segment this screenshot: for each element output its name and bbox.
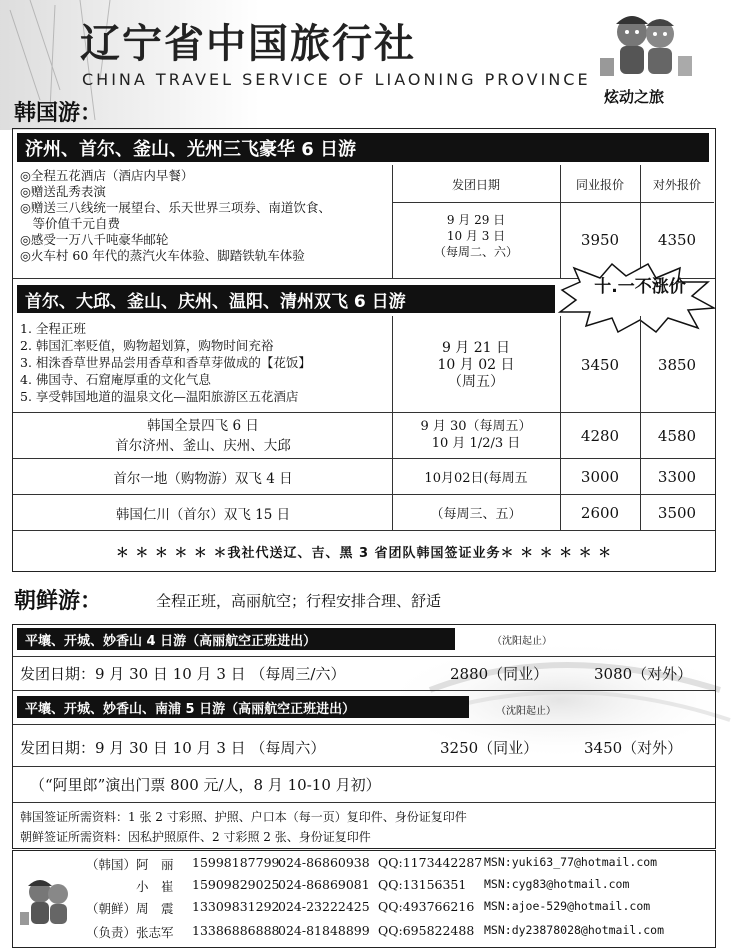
feature-line: 2. 韩国汇率贬值，购物超划算，购物时间充裕 [20, 338, 274, 353]
contact-mobile: 13386886888 [192, 923, 280, 938]
feature-line: ◎赠送三八线统一展望台、乐天世界三项券、南道饮食、 [20, 200, 331, 215]
feature-line: 4. 佛国寺、石窟庵厚重的文化气息 [20, 372, 211, 387]
date-line: 9 月 30（每周五） [420, 419, 532, 434]
contacts-list [86, 855, 716, 945]
col-header-public-price: 对外报价 [652, 177, 701, 192]
contact-region: （负责） [86, 925, 137, 940]
korea-visa-docs: 韩国签证所需资料：1 张 2 寸彩照、护照、户口本（每一页）复印件、身份证复印件 [20, 810, 467, 824]
no-price-increase-badge: 十.一不涨价 [594, 277, 686, 297]
contact-row [86, 899, 716, 923]
slogan: 炫动之旅 [604, 88, 665, 106]
nk-tour2-dates: 发团日期：9 月 30 日 10 月 3 日 （每周六） [20, 739, 326, 757]
divider [13, 690, 715, 691]
contact-name: 小 崔 [136, 879, 174, 894]
korea-tour1-dates [392, 212, 560, 260]
contact-mobile: 15998187799 [192, 855, 280, 870]
nk-tour1-peer-price: 2880（同业） [450, 665, 549, 683]
korea-tour1-peer-price: 3950 [580, 231, 620, 249]
date-line: 9 月 29 日 [446, 213, 506, 227]
korea-row-name: 首尔一地（购物游）双飞 4 日 [113, 470, 293, 487]
nk-tour2-public-price: 3450（对外） [584, 739, 683, 757]
feature-line: 1. 全程正班 [20, 321, 86, 336]
mascot-small-icon [18, 872, 78, 932]
col-header-peer-price: 同业报价 [575, 177, 624, 192]
korea-row-dates: 10月02日(每周五 [424, 471, 528, 486]
korea-row-public-price: 4580 [657, 426, 697, 445]
korea-row-peer-price: 2600 [580, 503, 620, 522]
north-korea-heading: 朝鲜游： [14, 588, 103, 614]
divider [13, 724, 715, 725]
row-name-line: 首尔济州、釜山、庆州、大邱 [115, 438, 291, 454]
nk-tour2-origin: （沈阳起止） [496, 706, 556, 717]
date-line: 10 月 1/2/3 日 [431, 436, 521, 451]
korea-tour2-public-price: 3850 [657, 356, 697, 374]
contact-msn[interactable]: MSN:yuki63_77@hotmail.com [484, 855, 658, 869]
feature-line: 3. 相洙香草世界品尝用香草和香草芽做成的【花饭】 [20, 355, 311, 370]
divider [13, 530, 715, 531]
date-line: 10 月 02 日 [437, 357, 515, 373]
korea-tour2-peer-price: 3450 [580, 356, 620, 374]
contact-phone: 024-86860938 [278, 855, 370, 870]
korea-row-public-price: 3500 [657, 503, 697, 522]
row-name-line: 韩国全景四飞 6 日 [147, 418, 259, 434]
date-line: （每周二、六） [433, 245, 518, 259]
contact-mobile: 13309831292 [192, 899, 280, 914]
divider [13, 802, 715, 803]
north-korea-subtitle: 全程正班，高丽航空；行程安排合理、舒适 [156, 592, 442, 610]
contact-mobile: 15909829025 [192, 877, 280, 892]
korea-heading: 韩国游： [14, 100, 103, 126]
contact-region: （韩国） [86, 857, 137, 872]
nk-tour1-title: 平壤、开城、妙香山 4 日游（高丽航空正班进出） [17, 628, 455, 650]
korea-row-dates: （每周三、五） [430, 507, 522, 522]
korea-tour1-public-price: 4350 [657, 231, 697, 249]
divider [13, 656, 715, 657]
contact-qq: QQ:13156351 [378, 877, 467, 892]
contact-name: 张志军 [136, 925, 174, 940]
contact-msn[interactable]: MSN:dy23878028@hotmail.com [484, 923, 665, 937]
feature-line: ◎感受一万八千吨豪华邮轮 [20, 232, 169, 247]
nk-tour2-peer-price: 3250（同业） [440, 739, 539, 757]
korea-tour2-title: 首尔、大邱、釜山、庆州、温阳、清州双飞 6 日游 [17, 285, 555, 313]
korea-row-name [14, 416, 392, 456]
contact-qq: QQ:695822488 [378, 923, 475, 938]
korea-row-peer-price: 4280 [580, 426, 620, 445]
contact-msn[interactable]: MSN:cyg83@hotmail.com [484, 877, 630, 891]
arirang-ticket-note: （“阿里郎”演出门票 800 元/人，8 月 10-10 月初） [30, 776, 381, 794]
contact-msn[interactable]: MSN:ajoe-529@hotmail.com [484, 899, 651, 913]
date-line: （周五） [448, 374, 504, 390]
contact-name: 周 震 [136, 901, 174, 916]
korea-row-name: 韩国仁川（首尔）双飞 15 日 [115, 506, 291, 523]
contact-region: （朝鲜） [86, 901, 137, 916]
nk-tour1-origin: （沈阳起止） [492, 636, 552, 647]
company-title-english: CHINA TRAVEL SERVICE OF LIAONING PROVINCE [82, 70, 591, 89]
korea-tour2-dates [392, 340, 560, 391]
nk-visa-docs: 朝鲜签证所需资料：因私护照原件、2 寸彩照 2 张、身份证复印件 [20, 830, 371, 844]
contact-phone: 024-86869081 [278, 877, 370, 892]
nk-tour1-dates: 发团日期：9 月 30 日 10 月 3 日 （每周三/六） [20, 665, 346, 683]
korea-tour2-features [20, 320, 390, 405]
contact-row [86, 855, 716, 877]
mascot-couple-icon [596, 6, 696, 84]
contact-phone: 024-81848899 [278, 923, 370, 938]
korea-row-dates [392, 418, 560, 452]
col-header-date: 发团日期 [451, 177, 500, 192]
date-line: 9 月 21 日 [441, 340, 511, 356]
divider [392, 202, 714, 203]
feature-line: ◎赠送乱秀表演 [20, 184, 106, 199]
korea-row-peer-price: 3000 [580, 467, 620, 486]
company-title: 辽宁省中国旅行社 [80, 20, 416, 67]
korea-tour1-title: 济州、首尔、釜山、光州三飞豪华 6 日游 [17, 133, 709, 162]
korea-visa-notice: ＊ ＊ ＊ ＊ ＊ ＊我社代送辽、吉、黑 3 省团队韩国签证业务＊ ＊ ＊ ＊ ＊ ＊ [115, 545, 613, 561]
feature-line: ◎全程五花酒店（酒店内早餐） [20, 168, 194, 183]
divider [13, 766, 715, 767]
korea-row-public-price: 3300 [657, 467, 697, 486]
feature-line: ◎火车村 60 年代的蒸汽火车体验、脚踏铁轨车体验 [20, 248, 305, 263]
date-line: 10 月 3 日 [446, 229, 506, 243]
feature-line: 5. 享受韩国地道的温泉文化—温阳旅游区五花酒店 [20, 389, 299, 404]
contact-row [86, 923, 716, 945]
contact-row [86, 877, 716, 899]
nk-tour2-title: 平壤、开城、妙香山、南浦 5 日游（高丽航空正班进出） [17, 696, 469, 718]
contact-qq: QQ:1173442287 [378, 855, 483, 870]
nk-tour1-public-price: 3080（对外） [594, 665, 693, 683]
feature-line: 等价值千元自费 [20, 216, 121, 231]
contact-phone: 024-23222425 [278, 899, 370, 914]
contact-name: 阿 丽 [136, 857, 174, 872]
korea-tour1-features [20, 168, 390, 264]
contact-qq: QQ:493766216 [378, 899, 475, 914]
